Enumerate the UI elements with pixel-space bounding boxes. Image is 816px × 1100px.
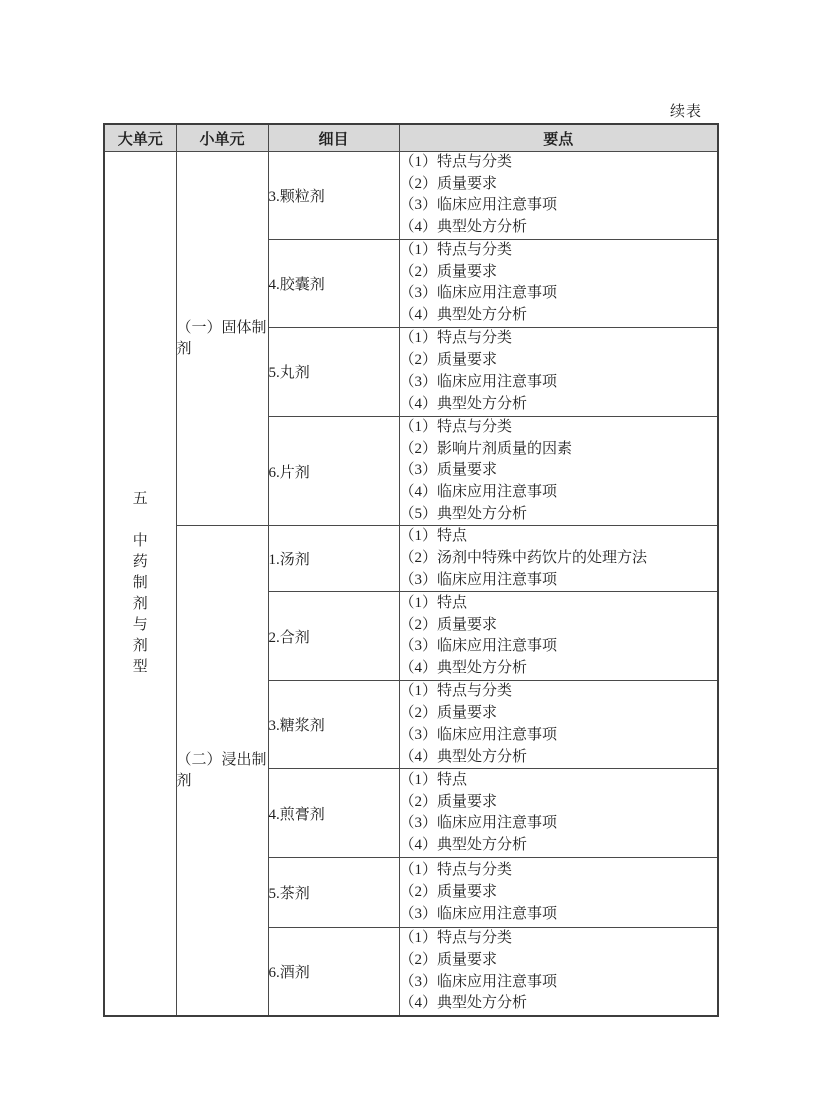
point-line: （1）特点与分类 bbox=[399, 154, 513, 170]
major-unit-char: 剂 bbox=[132, 638, 148, 655]
sub-unit-cell: （二）浸出制剂 bbox=[176, 526, 268, 1016]
point-line: （3）临床应用注意事项 bbox=[399, 373, 558, 390]
col-header-sub-unit: 小单元 bbox=[176, 124, 268, 152]
major-unit-char: 剂 bbox=[132, 596, 148, 613]
point-line: （4）临床应用注意事项 bbox=[399, 483, 558, 500]
col-header-major-unit: 大单元 bbox=[104, 124, 176, 152]
point-line: （4）典型处方分析 bbox=[399, 748, 528, 765]
point-line: （2）质量要求 bbox=[399, 951, 498, 968]
point-line: （2）汤剂中特殊中药饮片的处理方法 bbox=[399, 550, 648, 567]
points-cell bbox=[399, 769, 718, 858]
point-line: （2）质量要求 bbox=[399, 175, 498, 192]
points-cell bbox=[399, 152, 718, 240]
point-line: （3）质量要求 bbox=[399, 462, 498, 479]
points-cell bbox=[399, 526, 718, 592]
point-line: （3）临床应用注意事项 bbox=[399, 571, 558, 588]
continued-table-label: 续表 bbox=[669, 104, 702, 120]
point-line: （3）临床应用注意事项 bbox=[399, 726, 558, 743]
item-cell: 5.丸剂 bbox=[268, 327, 399, 416]
header-row bbox=[104, 124, 718, 152]
major-unit-char: 中 bbox=[132, 533, 148, 550]
item-cell: 3.糖浆剂 bbox=[268, 681, 399, 769]
table-row bbox=[104, 152, 718, 240]
point-line: （1）特点与分类 bbox=[399, 418, 513, 435]
point-line: （1）特点 bbox=[399, 528, 468, 545]
point-line: （4）典型处方分析 bbox=[399, 995, 528, 1012]
point-line: （2）质量要求 bbox=[399, 263, 498, 280]
col-header-key-points: 要点 bbox=[399, 124, 718, 152]
item-cell: 6.片剂 bbox=[268, 416, 399, 526]
point-line: （1）特点与分类 bbox=[399, 330, 513, 347]
point-line: （1）特点 bbox=[399, 595, 468, 612]
point-line: （1）特点与分类 bbox=[399, 241, 513, 258]
major-unit-char: 药 bbox=[132, 554, 148, 571]
major-unit-char: 型 bbox=[132, 659, 148, 676]
points-cell bbox=[399, 327, 718, 416]
points-cell bbox=[399, 681, 718, 769]
points-cell bbox=[399, 416, 718, 526]
item-cell: 5.茶剂 bbox=[268, 858, 399, 928]
point-line: （4）典型处方分析 bbox=[399, 219, 528, 236]
major-unit-vertical-text bbox=[105, 489, 176, 678]
point-line: （1）特点 bbox=[399, 771, 468, 788]
point-line: （3）临床应用注意事项 bbox=[399, 973, 558, 990]
point-line: （4）典型处方分析 bbox=[399, 395, 528, 412]
points-cell bbox=[399, 239, 718, 327]
item-cell: 6.酒剂 bbox=[268, 928, 399, 1016]
table-row bbox=[104, 526, 718, 592]
point-line: （5）典型处方分析 bbox=[399, 505, 528, 522]
item-cell: 1.汤剂 bbox=[268, 526, 399, 592]
point-line: （4）典型处方分析 bbox=[399, 307, 528, 324]
point-line: （4）典型处方分析 bbox=[399, 836, 528, 853]
item-cell: 2.合剂 bbox=[268, 592, 399, 681]
col-header-detail: 细目 bbox=[268, 124, 399, 152]
point-line: （3）临床应用注意事项 bbox=[399, 638, 558, 655]
point-line: （3）临床应用注意事项 bbox=[399, 285, 558, 302]
point-line: （2）影响片剂质量的因素 bbox=[399, 440, 573, 457]
item-cell: 4.煎膏剂 bbox=[268, 769, 399, 858]
item-cell: 4.胶囊剂 bbox=[268, 239, 399, 327]
point-line: （4）典型处方分析 bbox=[399, 660, 528, 677]
points-cell bbox=[399, 928, 718, 1016]
point-line: （2）质量要求 bbox=[399, 793, 498, 810]
point-line: （1）特点与分类 bbox=[399, 862, 513, 879]
major-unit-char: 制 bbox=[132, 575, 148, 592]
point-line: （2）质量要求 bbox=[399, 705, 498, 722]
point-line: （3）临床应用注意事项 bbox=[399, 197, 558, 214]
point-line: （3）临床应用注意事项 bbox=[399, 815, 558, 832]
point-line: （3）临床应用注意事项 bbox=[399, 905, 558, 922]
syllabus-table bbox=[103, 123, 719, 1017]
points-cell bbox=[399, 858, 718, 928]
point-line: （1）特点与分类 bbox=[399, 683, 513, 700]
point-line: （1）特点与分类 bbox=[399, 930, 513, 947]
major-unit-char: 与 bbox=[132, 617, 148, 634]
point-line: （2）质量要求 bbox=[399, 352, 498, 369]
points-cell bbox=[399, 592, 718, 681]
item-cell: 3.颗粒剂 bbox=[268, 152, 399, 240]
point-line: （2）质量要求 bbox=[399, 616, 498, 633]
point-line: （2）质量要求 bbox=[399, 883, 498, 900]
sub-unit-cell: （一）固体制剂 bbox=[176, 152, 268, 526]
major-unit-cell bbox=[104, 152, 176, 1017]
major-unit-number: 五 bbox=[132, 491, 148, 508]
